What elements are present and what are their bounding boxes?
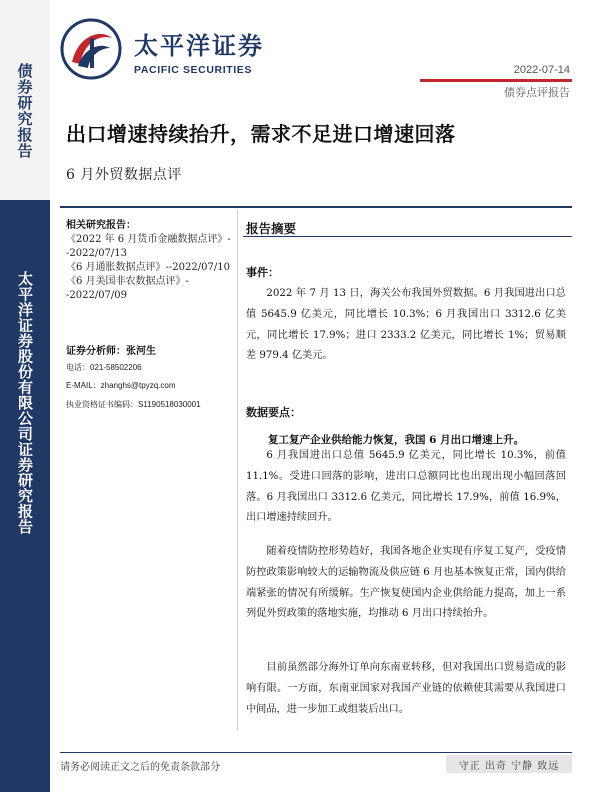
related-report-item[interactable]: 《6 月美国非农数据点评》--2022/07/09 bbox=[66, 276, 189, 301]
analysis-paragraph-2: 随着疫情防控形势趋好，我国各地企业实现有序复工复产，受疫情防控政策影响较大的运输物流及供应链 6 月也基本恢复正常，国内供给端紧张的情况有所缓解。生产恢复使国内企业供给能力提高，加上一系列促外贸政策的落地实施，均推动 6 月出口持续抬升。 bbox=[246, 546, 566, 620]
analyst-license: 执业资格证书编码：S1190518030001 bbox=[66, 400, 201, 409]
analyst-heading: 证券分析师：张河生 bbox=[66, 346, 156, 357]
analyst-email: E-MAIL：zhanghs@tpyzq.com bbox=[66, 381, 176, 390]
related-report-item[interactable]: 《6 月通胀数据点评》--2022/07/10 bbox=[66, 262, 230, 273]
related-reports-heading: 相关研究报告： bbox=[66, 220, 136, 231]
report-type: 债券点评报告 bbox=[504, 86, 570, 99]
sidebar-company-label: 太平洋证券股份有限公司证券研究报告 bbox=[16, 271, 34, 535]
header-accent-line bbox=[420, 79, 572, 82]
event-paragraph: 2022 年 7 月 13 日，海关公布我国外贸数据。6 月我国进出口总值 5645.9 亿美元，同比增长 10.3%；6 月我国出口 3312.6 亿美元，同比增长 17.9%；进口 2333.2 亿美元，同比增长 1%；贸易顺差 979.4 亿美元。 bbox=[246, 288, 566, 362]
report-date: 2022-07-14 bbox=[513, 64, 570, 76]
analysis-paragraph-3: 目前虽然部分海外订单向东南亚转移，但对我国出口贸易造成的影响有限。一方面，东南亚国家对我国产业链的依赖使其需要从我国进口中间品，进一步加工或组装后出口。 bbox=[246, 662, 566, 715]
summary-heading: 报告摘要 bbox=[246, 221, 297, 236]
points-heading: 数据要点： bbox=[246, 406, 301, 419]
page-subtitle: 6 月外贸数据点评 bbox=[66, 167, 182, 183]
summary-rule bbox=[243, 236, 572, 237]
title-divider bbox=[60, 206, 572, 208]
footer-rule bbox=[60, 752, 572, 753]
pacific-logo-icon bbox=[60, 18, 122, 80]
related-report-item[interactable]: 《2022 年 6 月货币金融数据点评》--2022/07/13 bbox=[66, 234, 231, 259]
sidebar-top-label: 债券研究报告 bbox=[15, 63, 34, 159]
related-reports bbox=[66, 216, 236, 303]
page-title: 出口增速持续抬升，需求不足进口增速回落 bbox=[66, 122, 456, 146]
key-point-heading: 复工复产企业供给能力恢复，我国 6 月出口增速上升。 bbox=[268, 434, 525, 446]
analyst-phone: 电话：021-58502206 bbox=[66, 363, 142, 372]
logo-english-name: PACIFIC SECURITIES bbox=[134, 64, 252, 76]
analysis-paragraph-1: 6 月我国进出口总值 5645.9 亿美元，同比增长 10.3%，前值 11.1%。受进口回落的影响，进出口总额同比也出现出现小幅回落回落。6 月我国出口 3312.6 亿美元，同比增长 17.9%，前值 16.9%，出口增速持续回升。 bbox=[246, 450, 566, 524]
logo-chinese-name: 太平洋证券 bbox=[134, 32, 264, 60]
footer-motto: 守正 出奇 宁静 致远 bbox=[446, 755, 572, 773]
event-heading: 事件： bbox=[246, 266, 279, 279]
company-logo bbox=[60, 18, 270, 88]
column-divider bbox=[237, 210, 238, 730]
footer-disclaimer: 请务必阅读正文之后的免责条款部分 bbox=[60, 762, 220, 773]
